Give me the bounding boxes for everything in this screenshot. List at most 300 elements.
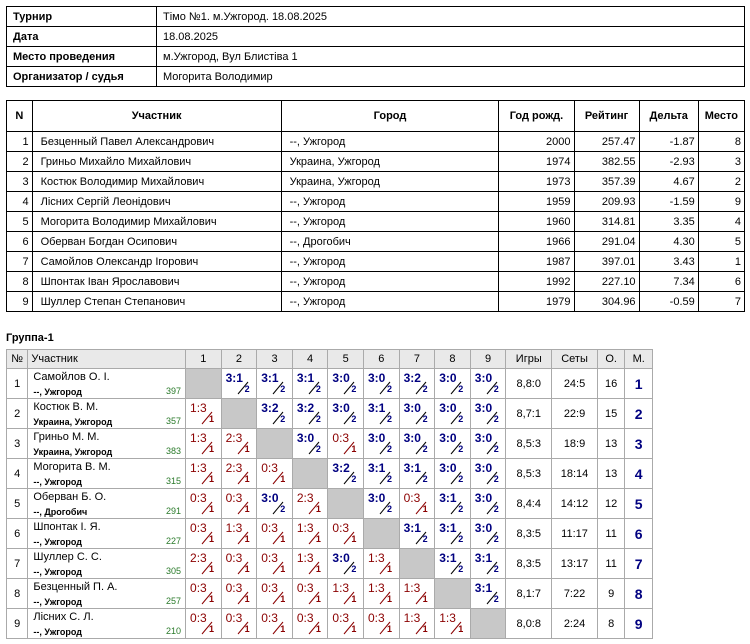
match-points: 2 [422, 414, 428, 424]
diagonal-cell [292, 459, 328, 489]
match-points: 2 [315, 444, 321, 454]
match-points: 2 [387, 414, 393, 424]
match-result-cell[interactable] [221, 579, 257, 609]
games-cell: 8,5:3 [506, 459, 552, 489]
row-number: 8 [7, 579, 28, 609]
match-result-cell[interactable] [435, 369, 471, 399]
match-score: 3:0 [261, 491, 279, 505]
match-result-cell[interactable] [435, 459, 471, 489]
points-cell: 8 [597, 609, 624, 639]
match-score: 3:1 [474, 551, 493, 565]
participant-city: --, Ужгород [33, 387, 82, 397]
match-result-cell[interactable] [292, 489, 328, 519]
match-result-cell[interactable] [221, 609, 257, 639]
place-cell: 4 [625, 459, 653, 489]
match-points: 2 [387, 384, 393, 394]
table-cell: --, Ужгород [281, 252, 499, 272]
match-points: 2 [458, 474, 464, 484]
column-header: N [7, 101, 33, 132]
table-cell: --, Ужгород [281, 212, 499, 232]
participant-name[interactable]: Лісних С. Л. [33, 611, 94, 623]
match-points: 2 [493, 474, 499, 484]
match-score: 3:0 [332, 371, 350, 385]
points-cell: 15 [597, 399, 624, 429]
crosstable-header: 1 [186, 350, 222, 369]
match-points: 2 [280, 504, 286, 514]
diagonal-cell [328, 489, 364, 519]
sets-cell: 2:24 [552, 609, 598, 639]
place-cell: 8 [625, 579, 653, 609]
match-result-cell[interactable] [257, 399, 293, 429]
match-points: 2 [493, 504, 499, 514]
match-score: 2:3 [190, 551, 207, 565]
crosstable-row [7, 549, 653, 579]
match-result-cell[interactable] [328, 579, 364, 609]
match-result-cell[interactable] [292, 429, 328, 459]
table-cell: 2 [7, 152, 33, 172]
match-points: 2 [280, 414, 286, 424]
match-score: 3:2 [261, 401, 279, 415]
table-cell: 1966 [499, 232, 574, 252]
match-result-cell[interactable] [364, 369, 400, 399]
match-score: 0:3 [225, 491, 243, 505]
games-cell: 8,3:5 [506, 549, 552, 579]
match-result-cell[interactable] [221, 429, 257, 459]
participant-cell [28, 489, 186, 519]
sets-cell: 13:17 [552, 549, 598, 579]
match-score: 0:3 [261, 551, 278, 565]
match-score: 3:0 [439, 461, 457, 475]
match-score: 3:0 [439, 401, 457, 415]
match-points: 2 [315, 414, 321, 424]
match-score: 3:2 [296, 401, 315, 415]
row-number: 4 [7, 459, 28, 489]
match-points: 1 [209, 594, 215, 604]
games-cell: 8,8:0 [506, 369, 552, 399]
info-row [7, 27, 745, 47]
match-result-cell[interactable] [221, 549, 257, 579]
match-score: 3:2 [403, 371, 421, 385]
match-result-cell[interactable] [399, 459, 435, 489]
match-score: 3:0 [474, 491, 493, 505]
match-result-cell[interactable] [257, 519, 293, 549]
match-result-cell[interactable] [221, 519, 257, 549]
match-result-cell[interactable] [470, 369, 506, 399]
match-points: 1 [244, 474, 250, 484]
participant-cell [28, 369, 186, 399]
table-cell: 6 [7, 232, 33, 252]
match-score: 0:3 [368, 611, 385, 625]
match-result-cell[interactable] [399, 489, 435, 519]
group-title: Группа-1 [6, 332, 54, 344]
crosstable-row [7, 369, 653, 399]
match-score: 3:0 [474, 371, 493, 385]
match-result-cell[interactable] [328, 369, 364, 399]
match-points: 2 [351, 474, 357, 484]
participant-name[interactable]: Гриньо М. М. [33, 431, 100, 443]
table-cell: 3 [7, 172, 33, 192]
table-cell: --, Ужгород [281, 132, 499, 152]
match-points: 2 [493, 444, 499, 454]
match-result-cell[interactable] [364, 609, 400, 639]
match-result-cell[interactable] [257, 489, 293, 519]
table-cell: 1974 [499, 152, 574, 172]
match-score: 1:3 [296, 521, 314, 535]
match-result-cell[interactable] [364, 549, 400, 579]
match-result-cell[interactable] [328, 399, 364, 429]
table-cell: 1973 [499, 172, 574, 192]
match-score: 0:3 [261, 581, 278, 595]
points-cell: 16 [597, 369, 624, 399]
match-result-cell[interactable] [328, 609, 364, 639]
participant-cell [28, 579, 186, 609]
match-points: 1 [244, 564, 250, 574]
match-result-cell[interactable] [186, 549, 222, 579]
match-points: 2 [351, 564, 357, 574]
games-cell: 8,3:5 [506, 519, 552, 549]
participant-name[interactable]: Безценный П. А. [33, 581, 118, 593]
match-result-cell[interactable] [328, 459, 364, 489]
match-points: 1 [244, 534, 250, 544]
table-cell: Оберван Богдан Осипович [32, 232, 281, 252]
match-score: 0:3 [332, 611, 350, 625]
participant-name[interactable]: Могорита В. М. [33, 461, 111, 473]
table-cell: 257.47 [574, 132, 639, 152]
crosstable-row [7, 489, 653, 519]
table-cell: 4 [698, 212, 744, 232]
match-score: 3:1 [368, 401, 386, 415]
match-score: 3:0 [296, 431, 315, 445]
match-result-cell[interactable] [292, 399, 328, 429]
points-cell: 13 [597, 459, 624, 489]
match-result-cell[interactable] [399, 609, 435, 639]
match-result-cell[interactable] [435, 399, 471, 429]
info-row [7, 67, 745, 87]
table-cell: --, Ужгород [281, 292, 499, 312]
match-result-cell[interactable] [364, 579, 400, 609]
match-points: 1 [315, 564, 321, 574]
match-points: 1 [387, 624, 393, 634]
info-value: м.Ужгород, Вул Блистіва 1 [157, 47, 745, 67]
match-result-cell[interactable] [186, 399, 222, 429]
participant-rating: 291 [166, 506, 182, 516]
match-points: 1 [209, 444, 215, 454]
table-cell: 7 [7, 252, 33, 272]
match-result-cell[interactable] [470, 549, 506, 579]
match-result-cell[interactable] [364, 489, 400, 519]
match-result-cell[interactable] [435, 519, 471, 549]
points-cell: 11 [597, 519, 624, 549]
info-value: Могорита Володимир [157, 67, 745, 87]
match-score: 1:3 [190, 401, 207, 415]
match-score: 0:3 [190, 581, 207, 595]
participant-cell [28, 459, 186, 489]
match-result-cell[interactable] [292, 579, 328, 609]
match-result-cell[interactable] [470, 399, 506, 429]
table-row [7, 252, 745, 272]
match-result-cell[interactable] [186, 429, 222, 459]
match-score: 1:3 [332, 581, 350, 595]
diagonal-cell [257, 429, 293, 459]
match-result-cell[interactable] [470, 459, 506, 489]
match-points: 1 [280, 624, 286, 634]
column-header: Город [281, 101, 499, 132]
match-points: 2 [387, 474, 393, 484]
match-score: 3:2 [332, 461, 350, 475]
participant-cell [28, 429, 186, 459]
match-score: 1:3 [439, 611, 456, 625]
match-result-cell[interactable] [257, 459, 293, 489]
table-cell: 382.55 [574, 152, 639, 172]
match-points: 1 [244, 444, 250, 454]
participant-name[interactable]: Оберван Б. О. [33, 491, 107, 503]
match-score: 0:3 [190, 521, 207, 535]
table-cell: -1.59 [639, 192, 698, 212]
crosstable-row [7, 579, 653, 609]
place-cell: 7 [625, 549, 653, 579]
match-result-cell[interactable] [186, 609, 222, 639]
table-cell: -2.93 [639, 152, 698, 172]
match-result-cell[interactable] [186, 489, 222, 519]
table-cell: 4 [7, 192, 33, 212]
match-score: 0:3 [225, 611, 243, 625]
match-result-cell[interactable] [292, 609, 328, 639]
table-cell: 2000 [499, 132, 574, 152]
match-score: 2:3 [225, 431, 243, 445]
participants-table [6, 100, 745, 312]
table-row [7, 232, 745, 252]
games-cell: 8,5:3 [506, 429, 552, 459]
match-score: 1:3 [368, 581, 385, 595]
table-cell: Могорита Володимир Михайлович [32, 212, 281, 232]
match-result-cell[interactable] [221, 369, 257, 399]
points-cell: 13 [597, 429, 624, 459]
match-result-cell[interactable] [328, 549, 364, 579]
crosstable-header: 7 [399, 350, 435, 369]
row-number: 6 [7, 519, 28, 549]
match-points: 1 [387, 564, 393, 574]
points-cell: 11 [597, 549, 624, 579]
crosstable-header: 9 [470, 350, 506, 369]
crosstable-header: № [7, 350, 28, 369]
table-cell: 314.81 [574, 212, 639, 232]
table-cell: 8 [7, 272, 33, 292]
match-score: 3:0 [474, 401, 493, 415]
match-result-cell[interactable] [399, 369, 435, 399]
table-cell: --, Ужгород [281, 272, 499, 292]
table-row [7, 212, 745, 232]
participant-name[interactable]: Шуллер С. С. [33, 551, 102, 563]
match-result-cell[interactable] [364, 459, 400, 489]
participant-city: Украина, Ужгород [33, 447, 113, 457]
match-points: 1 [387, 594, 393, 604]
table-cell: Лісних Сергій Леонідович [32, 192, 281, 212]
participant-rating: 383 [166, 446, 182, 456]
participant-city: --, Ужгород [33, 597, 82, 607]
match-score: 1:3 [190, 431, 207, 445]
table-row [7, 192, 745, 212]
match-score: 0:3 [332, 431, 350, 445]
match-points: 1 [244, 624, 250, 634]
table-cell: Украина, Ужгород [281, 152, 499, 172]
match-score: 0:3 [225, 581, 243, 595]
points-cell: 12 [597, 489, 624, 519]
crosstable-header: Игры [506, 350, 552, 369]
match-result-cell[interactable] [470, 579, 506, 609]
table-cell: 1987 [499, 252, 574, 272]
match-result-cell[interactable] [364, 399, 400, 429]
match-result-cell[interactable] [435, 549, 471, 579]
match-points: 2 [493, 414, 499, 424]
match-result-cell[interactable] [257, 579, 293, 609]
match-result-cell[interactable] [435, 609, 471, 639]
crosstable-row [7, 429, 653, 459]
table-cell: 357.39 [574, 172, 639, 192]
match-points: 1 [209, 414, 215, 424]
match-score: 1:3 [296, 551, 314, 565]
diagonal-cell [221, 399, 257, 429]
match-points: 2 [315, 384, 321, 394]
match-score: 0:3 [190, 491, 207, 505]
sets-cell: 14:12 [552, 489, 598, 519]
crosstable-header: Сеты [552, 350, 598, 369]
match-result-cell[interactable] [186, 579, 222, 609]
match-result-cell[interactable] [399, 579, 435, 609]
participant-cell [28, 519, 186, 549]
match-result-cell[interactable] [292, 549, 328, 579]
match-points: 2 [458, 534, 464, 544]
table-cell: Шуллер Степан Степанович [32, 292, 281, 312]
table-cell: 304.96 [574, 292, 639, 312]
match-result-cell[interactable] [257, 609, 293, 639]
match-points: 2 [458, 504, 464, 514]
match-points: 1 [458, 624, 464, 634]
match-result-cell[interactable] [470, 489, 506, 519]
participant-name[interactable]: Шпонтак І. Я. [33, 521, 101, 533]
crosstable-header: 4 [292, 350, 328, 369]
match-score: 0:3 [296, 581, 314, 595]
column-header: Дельта [639, 101, 698, 132]
match-result-cell[interactable] [435, 429, 471, 459]
match-points: 1 [280, 474, 286, 484]
match-result-cell[interactable] [399, 429, 435, 459]
table-cell: Шпонтак Іван Ярославович [32, 272, 281, 292]
participant-name[interactable]: Костюк В. М. [33, 401, 99, 413]
match-points: 1 [422, 624, 428, 634]
games-cell: 8,7:1 [506, 399, 552, 429]
sets-cell: 22:9 [552, 399, 598, 429]
match-points: 2 [458, 384, 464, 394]
info-row [7, 47, 745, 67]
match-score: 3:1 [403, 461, 421, 475]
match-result-cell[interactable] [470, 429, 506, 459]
match-score: 0:3 [261, 611, 278, 625]
match-result-cell[interactable] [257, 369, 293, 399]
sets-cell: 18:9 [552, 429, 598, 459]
match-points: 1 [351, 534, 357, 544]
place-cell: 2 [625, 399, 653, 429]
table-cell: 5 [698, 232, 744, 252]
match-points: 2 [351, 414, 357, 424]
match-result-cell[interactable] [257, 549, 293, 579]
place-cell: 1 [625, 369, 653, 399]
sets-cell: 7:22 [552, 579, 598, 609]
table-cell: 1 [698, 252, 744, 272]
match-points: 1 [209, 534, 215, 544]
crosstable-header: М. [625, 350, 653, 369]
match-result-cell[interactable] [186, 459, 222, 489]
diagonal-cell [399, 549, 435, 579]
table-row [7, 292, 745, 312]
match-score: 3:1 [296, 371, 315, 385]
match-score: 0:3 [225, 551, 243, 565]
match-points: 2 [387, 504, 393, 514]
table-cell: 1 [7, 132, 33, 152]
match-result-cell[interactable] [186, 519, 222, 549]
match-score: 3:0 [368, 431, 386, 445]
participant-name[interactable]: Самойлов О. І. [33, 371, 110, 383]
table-cell: Украина, Ужгород [281, 172, 499, 192]
crosstable-header: 2 [221, 350, 257, 369]
match-points: 1 [209, 504, 215, 514]
participant-city: --, Ужгород [33, 627, 82, 637]
match-points: 2 [422, 474, 428, 484]
crosstable-row [7, 519, 653, 549]
match-result-cell[interactable] [470, 519, 506, 549]
match-points: 1 [351, 594, 357, 604]
match-result-cell[interactable] [399, 399, 435, 429]
match-points: 2 [351, 384, 357, 394]
match-score: 1:3 [225, 521, 243, 535]
participant-cell [28, 549, 186, 579]
match-points: 1 [244, 504, 250, 514]
match-points: 1 [315, 624, 321, 634]
table-cell: 1979 [499, 292, 574, 312]
diagonal-cell [435, 579, 471, 609]
row-number: 7 [7, 549, 28, 579]
match-result-cell[interactable] [221, 489, 257, 519]
match-score: 3:1 [439, 551, 457, 565]
info-value: 18.08.2025 [157, 27, 745, 47]
match-result-cell[interactable] [328, 519, 364, 549]
match-result-cell[interactable] [328, 429, 364, 459]
participant-city: --, Дрогобич [33, 507, 88, 517]
tournament-info-table [6, 6, 745, 87]
match-result-cell[interactable] [292, 369, 328, 399]
row-number: 9 [7, 609, 28, 639]
crosstable-header: 5 [328, 350, 364, 369]
table-cell: 3.43 [639, 252, 698, 272]
table-cell: 1959 [499, 192, 574, 212]
match-result-cell[interactable] [435, 489, 471, 519]
match-points: 2 [422, 444, 428, 454]
match-result-cell[interactable] [292, 519, 328, 549]
match-result-cell[interactable] [221, 459, 257, 489]
row-number: 1 [7, 369, 28, 399]
table-cell: -0.59 [639, 292, 698, 312]
table-cell: 3 [698, 152, 744, 172]
match-result-cell[interactable] [399, 519, 435, 549]
match-points: 2 [244, 384, 250, 394]
match-result-cell[interactable] [364, 429, 400, 459]
row-number: 3 [7, 429, 28, 459]
crosstable [6, 349, 653, 639]
match-score: 0:3 [190, 611, 207, 625]
table-cell: 397.01 [574, 252, 639, 272]
match-points: 1 [209, 624, 215, 634]
match-points: 1 [315, 504, 321, 514]
match-points: 2 [422, 534, 428, 544]
